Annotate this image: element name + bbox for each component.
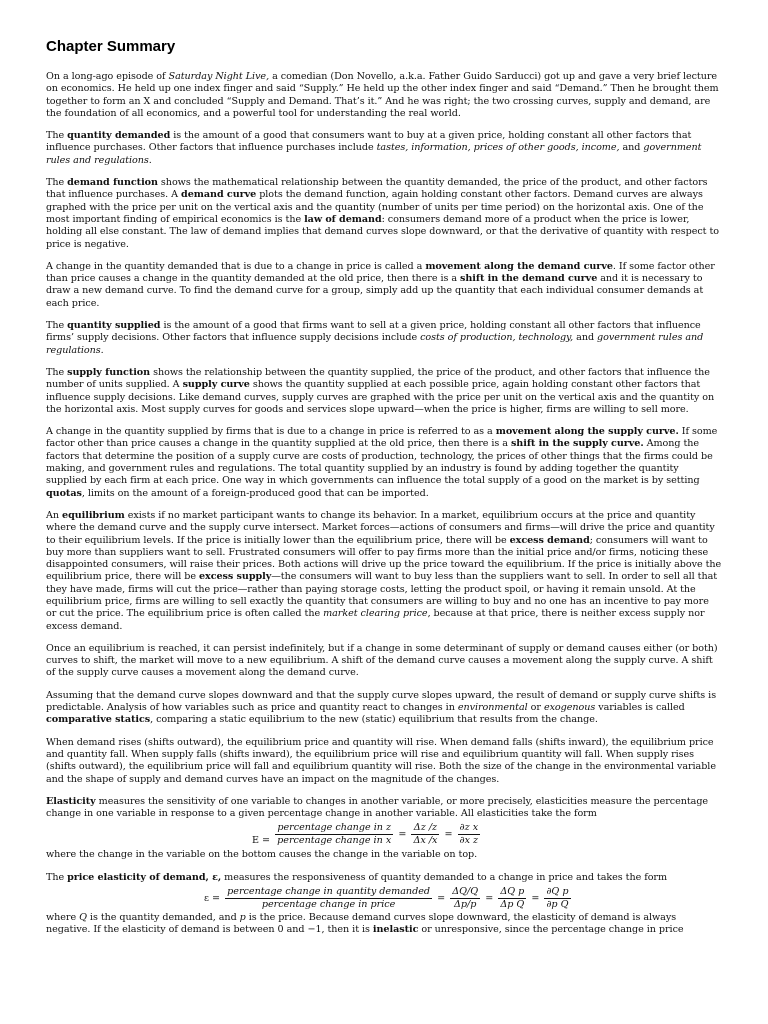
term: supply curve (182, 379, 250, 391)
page-title: Chapter Summary (46, 38, 176, 55)
text: The (46, 320, 68, 332)
emphasis: government rules and regulations (46, 142, 702, 166)
equation-lhs: ε = (204, 893, 221, 905)
term: shift in the demand curve (460, 273, 598, 285)
term: supply function (67, 366, 151, 378)
equals-sign: = (444, 829, 453, 841)
text: —the consumers will want to buy less than the suppliers want to sell. In order to sell all that they have made, firms will cut the price—rather than paying storage costs, letting the product spoil, or having it remain unsold. At the equilibrium price, firms are willing to sell exactly the quantity that consumers are willing to buy and no one has an incentive to pay more or cut the price. The equilibrium price is often called the (46, 571, 718, 620)
paragraph-quantity-supplied (46, 320, 722, 357)
denominator: ∂p Q (546, 899, 569, 911)
text: . (148, 154, 152, 166)
term: demand function (67, 177, 158, 189)
variable: p (239, 912, 246, 924)
text: An (46, 509, 63, 521)
text: , limits on the amount of a foreign-produced good that can be imported. (81, 487, 429, 499)
paragraph-elasticity-note: where the change in the variable on the bottom causes the change in the variable on top. (46, 849, 478, 861)
term: movement along the demand curve (425, 260, 613, 272)
denominator: Δx /x (413, 835, 438, 847)
term: quantity demanded (67, 130, 171, 142)
equation-fraction (458, 822, 480, 847)
text: A change in the quantity demanded that is due to a change in price is called a (46, 260, 426, 272)
equation-price-elasticity (202, 886, 722, 911)
numerator: ΔQ/Q (452, 886, 479, 898)
text: is the amount of a good that firms want to sell at a given price, holding constant all other factors that influence firms’ supply decisions. Other factors that influence supply decisions include (46, 320, 701, 344)
equation-fraction (498, 886, 526, 911)
denominator: Δp Q (500, 899, 525, 911)
text: : consumers demand more of a product when the price is lower, holding all else constant. The law of demand implies that demand curves slope downward, or that the derivative of quantity with respect to price is negative. (46, 213, 720, 250)
emphasis: costs of production, technology, (420, 332, 574, 344)
text: If some factor other than price causes a change in the quantity supplied at the old price, then there is a (46, 426, 718, 450)
text: a comedian (Don Novello, a.k.a. Father Guido Sarducci) got up and gave a very brief lecture on economics. He held up one index finger and said “Supply.” He held up the other index finger and said “Demand.” Then he brought them together to form an X and concluded “Supply and Demand. That’s it.” And he was right; the two crossing curves, supply and demand, are the foundation of all economics, and a powerful tool for understanding the real world. (46, 71, 719, 119)
paragraph-movement-supply (46, 426, 722, 500)
term: shift in the supply curve. (510, 438, 644, 450)
text: Assuming that the demand curve slopes downward and that the supply curve slopes upward, the result of demand or supply curve shifts is predictable. Analysis of how variables such as price and quantity react to changes in (46, 689, 717, 714)
equation-lhs: E = (252, 835, 271, 847)
numerator: percentage change in z (275, 822, 393, 835)
emphasis: government rules and regulations (46, 332, 704, 356)
paragraph-supply-function (46, 367, 722, 416)
denominator: Δp/p (453, 899, 477, 911)
text: exists if no market participant wants to change its behavior. In a market, equilibrium occurs at the price and quantity where the demand curve and the supply curve intersect. Market forces—actions of consumers and firms—will drive the price and quantity to their equilibrium levels. If the price is initially lower than the equilibrium price, there will be (46, 509, 715, 546)
equation-fraction (275, 822, 393, 847)
text: On a long-ago episode of (46, 71, 169, 82)
numerator: Δz /z (411, 822, 439, 835)
equation-fraction (411, 822, 439, 847)
term: comparative statics (46, 714, 151, 726)
text: ; consumers will want to buy more than suppliers want to sell. Frustrated consumers will offer to pay firms more than the initial price and/or firms, noticing these disappointed consumers, will raise their prices. Both actions will drive up the price toward the equilibrium. If the price is initially above the equilibrium price, there will be (46, 534, 722, 583)
paragraph-equilibrium (46, 510, 722, 633)
equals-sign: = (485, 893, 494, 905)
term: excess demand (509, 534, 590, 546)
equation-fraction (450, 886, 480, 911)
text: The (46, 871, 68, 883)
text: A change in the quantity supplied by firms that is due to a change in price is referred to as a (46, 426, 496, 438)
text: measures the sensitivity of one variable to changes in another variable, or more precisely, elasticities measure the percentage change in one variable in response to a given percentage change in another variable. All elasticities take the form (46, 795, 709, 820)
text: variables is called (595, 702, 685, 714)
emphasis: tastes, information, prices of other goods, income, (376, 142, 620, 154)
term: equilibrium (62, 509, 125, 521)
term: quotas (46, 487, 82, 499)
text: The (46, 130, 68, 142)
numerator: percentage change in quantity demanded (227, 886, 431, 898)
text: is the amount of a good that consumers want to buy at a given price, holding constant all other factors that influence purchases. Other factors that influence purchases include (46, 130, 692, 154)
text: and (619, 142, 644, 154)
paragraph-demand-function (46, 177, 722, 251)
numerator: ∂Q p (546, 886, 569, 898)
emphasis: environmental (457, 702, 528, 714)
text: or unresponsive, since the percentage change in price (418, 924, 684, 936)
term: movement along the supply curve. (495, 426, 679, 438)
paragraph-elasticity (46, 796, 722, 821)
emphasis: market clearing price (323, 608, 428, 620)
term: excess supply (198, 571, 272, 583)
text: is the price. Because demand curves slope downward, the elasticity of demand is always negative. If the elasticity of demand is between 0 and −1, then it is (46, 912, 677, 936)
paragraph-quantity-demanded (46, 130, 722, 167)
text: measures the responsiveness of quantity demanded to a change in price and takes the form (221, 871, 668, 883)
document-body (46, 38, 722, 947)
text: or (527, 702, 544, 714)
text: shows the relationship between the quantity supplied, the price of the product, and other factors that influence the number of units supplied. A (46, 366, 710, 391)
text: and it is necessary to draw a new demand curve. To find the demand curve for a group, simply add up the quantity that each individual consumer demands at each price. (46, 273, 704, 309)
term: law of demand (304, 213, 382, 225)
equation-fraction (544, 886, 570, 911)
paragraph-new-equilibrium: Once an equilibrium is reached, it can persist indefinitely, but if a change in some determinant of supply or demand causes either (or both) curves to shift, the market will move to a new equilibrium. A shift of the demand curve causes a movement along the supply curve. A shift of the supply curve causes a movement along the demand curve. (46, 642, 718, 679)
paragraph-shifts: When demand rises (shifts outward), the equilibrium price and quantity will rise. When demand falls (shifts inward), the equilibrium price and quantity fall. When supply falls (shifts inward), the equilibrium price will rise and equilibrium quantity will fall. When supply rises (shifts outward), the equilibrium price will fall and equilibrium quantity will rise. Both the size of the change in the environmental variable and the shape of supply and demand curves have an impact on the magnitude of the changes. (46, 736, 716, 785)
show-title: Saturday Night Live, (168, 71, 270, 82)
emphasis: exogenous (543, 702, 596, 714)
term: price elasticity of demand, ε, (67, 871, 222, 883)
paragraph-elasticity-sign (46, 912, 722, 937)
text: The (46, 177, 68, 189)
equation-elasticity (250, 822, 722, 847)
text: shows the quantity supplied at each possible price, again holding constant other factors that influence supply decisions. Like demand curves, supply curves are graphed with the price per unit on the vertical axis and the quantity on the horizontal axis. Most supply curves for goods and services slope upward—when the price is higher, firms are willing to sell more. (46, 379, 715, 415)
variable: Q (79, 912, 87, 924)
text: , because at that price, there is neither excess supply nor excess demand. (46, 608, 705, 632)
text: . (100, 344, 104, 356)
text: is the quantity demanded, and (86, 912, 240, 924)
equals-sign: = (531, 893, 540, 905)
equation-fraction (225, 886, 432, 911)
text: shows the mathematical relationship between the quantity demanded, the price of the product, and other factors that influence purchases. A (46, 177, 708, 201)
term: demand curve (181, 189, 257, 201)
paragraph-price-elasticity (46, 872, 722, 884)
denominator: ∂x z (459, 835, 479, 847)
numerator: ∂z x (459, 822, 479, 834)
text: . If some factor other than price causes a change in the quantity demanded at the old price, then there is a (46, 260, 715, 285)
text: plots the demand function, again holding constant other factors. Demand curves are always graphed with the price per unit on the vertical axis and the quantity (number of units per time period) on the horizontal axis. One of the most important finding of empirical economics is the (46, 189, 704, 225)
term: Elasticity (46, 795, 96, 807)
term: quantity supplied (67, 320, 161, 332)
paragraph-comparative-statics (46, 690, 722, 727)
denominator: percentage change in price (261, 899, 396, 911)
numerator: ΔQ p (500, 886, 525, 898)
paragraph-intro (46, 71, 722, 120)
text: , comparing a static equilibrium to the new (static) equilibrium that results from the change. (150, 714, 598, 726)
text: where (46, 912, 80, 924)
paragraph-movement-demand (46, 261, 722, 310)
text: The (46, 366, 68, 378)
text: and (573, 332, 598, 344)
equals-sign: = (437, 893, 446, 905)
denominator: percentage change in x (277, 835, 392, 847)
term: inelastic (372, 924, 419, 936)
equals-sign: = (398, 829, 407, 841)
text: Among the factors that determine the position of a supply curve are costs of production, technology, the prices of other things that the firms could be making, and government rules and regulations. The total quantity supplied by an industry is found by adding together the quantity supplied by each firm at each price. One way in which governments can influence the total supply of a good on the market is by setting (46, 438, 713, 487)
